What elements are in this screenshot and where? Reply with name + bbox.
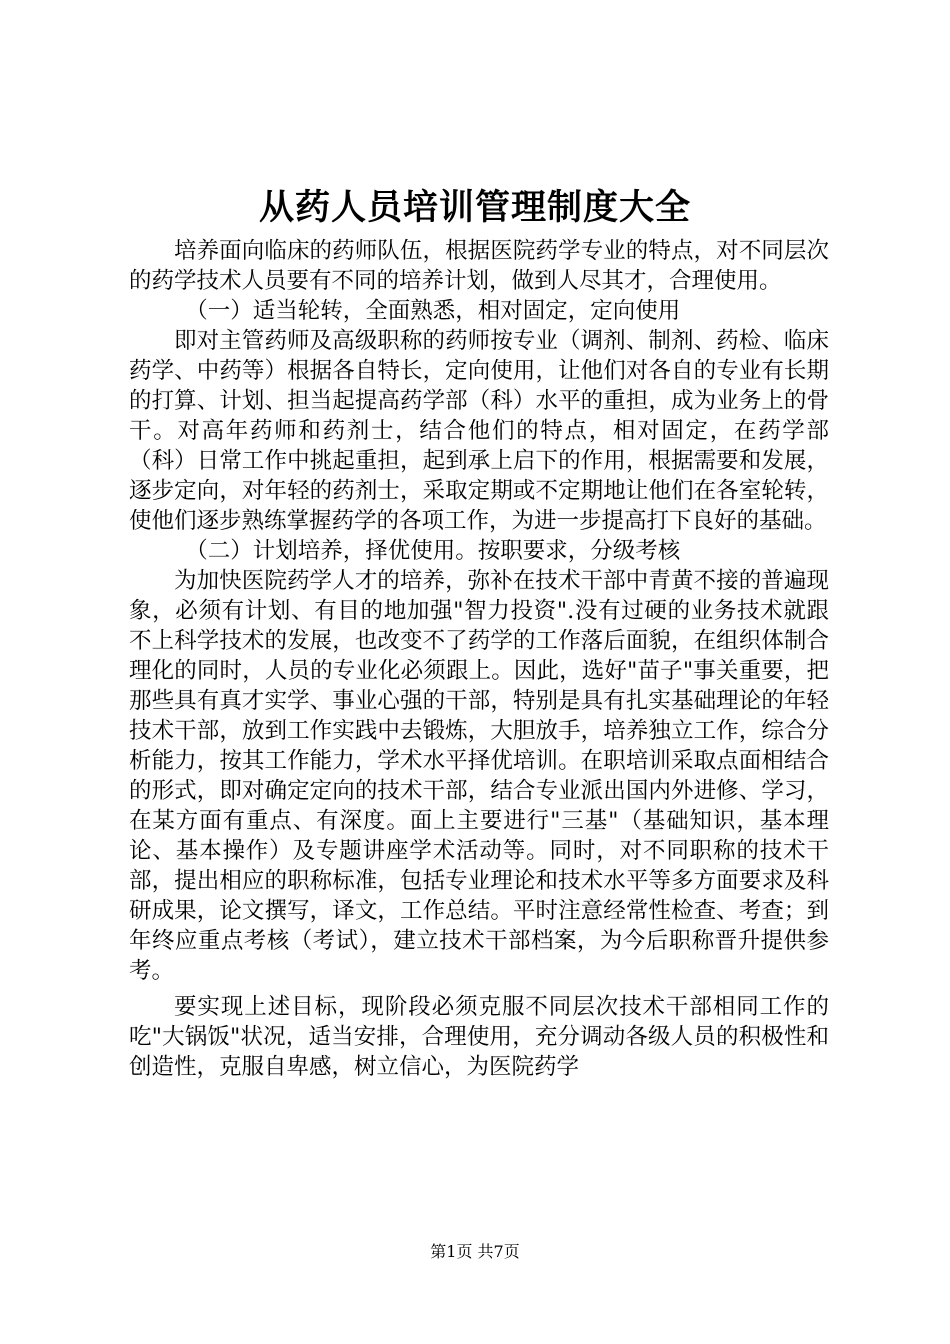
document-body (129, 236, 829, 1082)
section-heading-2: （二）计划培养，择优使用。按职要求，分级考核 (185, 538, 681, 564)
page-number-footer: 第1页 共7页 (430, 1242, 520, 1261)
section-heading-1: （一）适当轮转，全面熟悉，相对固定，定向使用 (185, 298, 681, 324)
section-2-paragraph: 为加快医院药学人才的培养，弥补在技术干部中青黄不接的普遍现象，必须有计划、有目的地加强"智力投资".没有过硬的业务技术就跟不上科学技术的发展，也改变不了药学的工作落后面貌，在组织体制合理化的同时，人员的专业化必须跟上。因此，选好"苗子"事关重要，把那些具有真才实学、事业心强的干部，特别是具有扎实基础理论的年轻技术干部，放到工作实践中去锻炼，大胆放手，培养独立工作，综合分析能力，按其工作能力，学术水平择优培训。在职培训采取点面相结合的形式，即对确定定向的技术干部，结合专业派出国内外进修、学习，在某方面有重点、有深度。面上主要进行"三基"（基础知识，基本理论、基本操作）及专题讲座学术活动等。同时，对不同职称的技术干部，提出相应的职称标准，包括专业理论和技术水平等多方面要求及科研成果，论文撰写，译文，工作总结。平时注意经常性检查、考查；到年终应重点考核（考试），建立技术干部档案，为今后职称晋升提供参考。 (129, 568, 829, 984)
section-1-paragraph: 即对主管药师及高级职称的药师按专业（调剂、制剂、药检、临床药学、中药等）根据各自特长，定向使用，让他们对各自的专业有长期的打算、计划、担当起提高药学部（科）水平的重担，成为业务上的骨干。对高年药师和药剂士，结合他们的特点，相对固定，在药学部（科）日常工作中挑起重担，起到承上启下的作用，根据需要和发展，逐步定向，对年轻的药剂士，采取定期或不定期地让他们在各室轮转，使他们逐步熟练掌握药学的各项工作，为进一步提高打下良好的基础。 (129, 328, 829, 534)
document-title: 从药人员培训管理制度大全 (258, 187, 691, 228)
closing-paragraph: 要实现上述目标，现阶段必须克服不同层次技术干部相同工作的吃"大锅饭"状况，适当安排，合理使用，充分调动各级人员的积极性和创造性，克服自卑感，树立信心，为医院药学 (129, 994, 829, 1080)
intro-paragraph: 培养面向临床的药师队伍，根据医院药学专业的特点，对不同层次的药学技术人员要有不同的培养计划，做到人尽其才，合理使用。 (129, 238, 829, 294)
